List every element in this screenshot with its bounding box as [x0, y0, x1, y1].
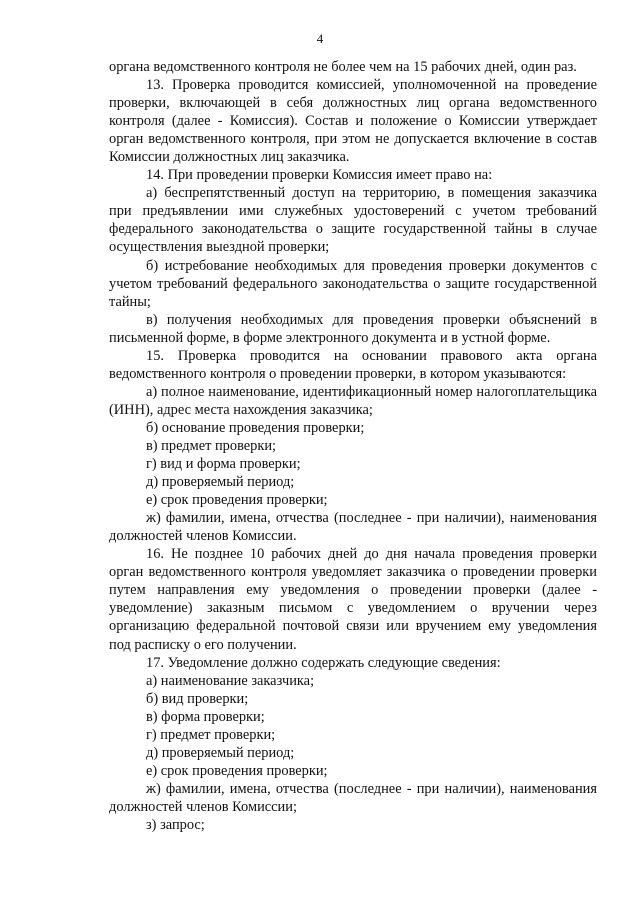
paragraph-13: 13. Проверка проводится комиссией, уполномоченной на проведение проверки, включающей в себя должностных лиц органа ведомственного контроля (далее - Комиссия). Состав и положение о Комиссии утверждает орган ведомственного контроля, при этом не допускается включение в состав Комиссии должностных лиц заказчика. [109, 77, 597, 166]
list-item-15g: ж) фамилии, имена, отчества (последнее - при наличии), наименования должностей членов Комиссии. [109, 510, 597, 545]
list-item-17d: г) предмет проверки; [146, 726, 276, 743]
paragraph-17: 17. Уведомление должно содержать следующие сведения: [146, 654, 501, 671]
list-item-15d: г) вид и форма проверки; [146, 456, 301, 473]
paragraph-16: 16. Не позднее 10 рабочих дней до дня начала проведения проверки орган ведомственного контроля уведомляет заказчика о проведении проверки путем направления ему уведомления о проведении проверки (далее - уведомление) заказным письмом с уведомлением о вручении через организацию федеральной почтовой связи или вручением ему уведомления под расписку о его получении. [109, 546, 597, 653]
list-item-17a: а) наименование заказчика; [146, 672, 315, 689]
document-body [109, 58, 597, 834]
list-item-14a: а) беспрепятственный доступ на территорию, в помещения заказчика при предъявлении ими служебных удостоверений с учетом требований федерального законодательства о защите государственной тайны в случае осуществления выездной проверки; [109, 185, 597, 256]
list-item-15b: б) основание проведения проверки; [146, 419, 365, 436]
list-item-17b: б) вид проверки; [146, 690, 249, 707]
list-item-17g: ж) фамилии, имена, отчества (последнее - при наличии), наименования должностей членов Комиссии; [109, 780, 597, 815]
list-item-15f: е) срок проведения проверки; [146, 492, 328, 509]
list-item-15a: а) полное наименование, идентификационный номер налогоплательщика (ИНН), адрес места нахождения заказчика; [109, 383, 597, 418]
list-item-17e: д) проверяемый период; [146, 744, 295, 761]
list-item-14b: б) истребование необходимых для проведения проверки документов с учетом требований федерального законодательства о защите государственной тайны; [109, 257, 597, 310]
list-item-15e: д) проверяемый период; [146, 474, 295, 491]
paragraph-continuation: органа ведомственного контроля не более чем на 15 рабочих дней, один раз. [109, 59, 577, 75]
list-item-17f: е) срок проведения проверки; [146, 762, 328, 779]
paragraph-14: 14. При проведении проверки Комиссия имеет право на: [146, 167, 493, 184]
paragraph-15: 15. Проверка проводится на основании правового акта органа ведомственного контроля о проведении проверки, в котором указываются: [109, 347, 597, 382]
list-item-17c: в) форма проверки; [146, 708, 265, 725]
list-item-17h: з) запрос; [146, 816, 205, 833]
list-item-14c: в) получения необходимых для проведения проверки объяснений в письменной форме, в форме электронного документа и в устной форме. [109, 311, 597, 346]
page-number: 4 [316, 31, 324, 46]
list-item-15c: в) предмет проверки; [146, 437, 277, 454]
